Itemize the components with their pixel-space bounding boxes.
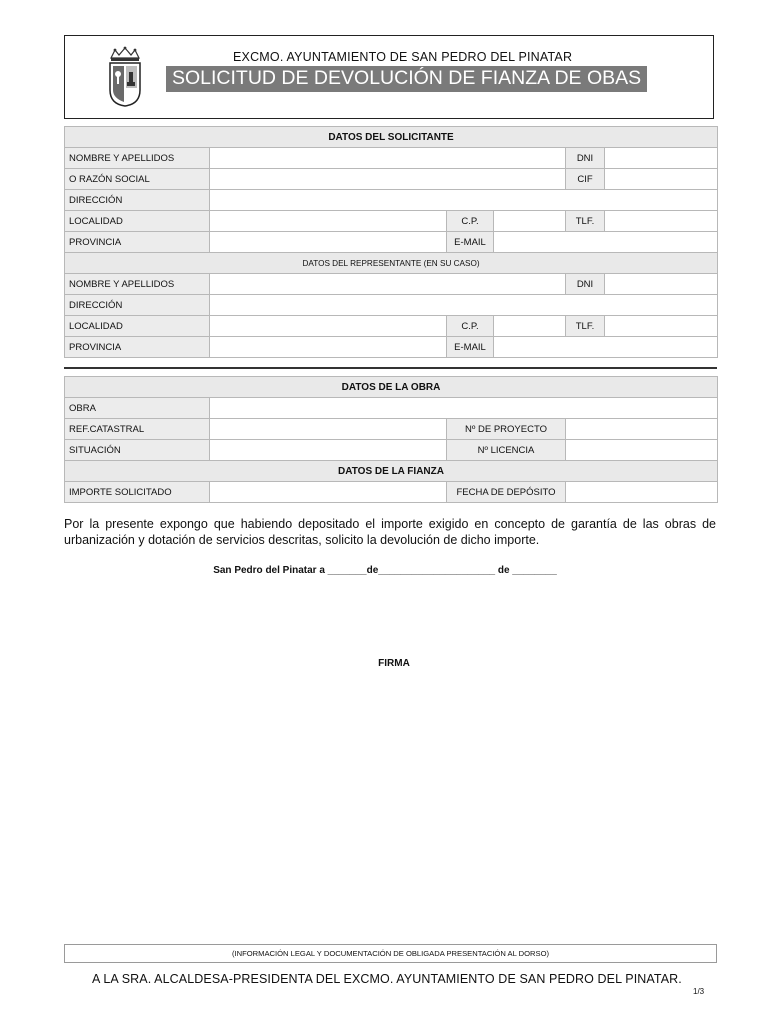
label-provincia: PROVINCIA	[65, 232, 210, 253]
field-razon-social[interactable]	[210, 169, 566, 190]
field-fecha-deposito[interactable]	[566, 482, 718, 503]
label-rep-nombre: NOMBRE Y APELLIDOS	[65, 274, 210, 295]
section-divider	[64, 367, 717, 369]
form-header	[64, 35, 714, 119]
label-cp: C.P.	[447, 211, 494, 232]
section-heading-fianza: DATOS DE LA FIANZA	[65, 461, 718, 482]
field-rep-cp[interactable]	[494, 316, 566, 337]
applicant-table	[64, 126, 718, 358]
label-num-licencia: Nº LICENCIA	[447, 440, 566, 461]
label-dni: DNI	[566, 148, 605, 169]
legal-note: (INFORMACIÓN LEGAL Y DOCUMENTACIÓN DE OBLIGADA PRESENTACIÓN AL DORSO)	[64, 944, 717, 963]
label-rep-email: E-MAIL	[447, 337, 494, 358]
label-rep-tlf: TLF.	[566, 316, 605, 337]
field-cp[interactable]	[494, 211, 566, 232]
addressee-line: A LA SRA. ALCALDESA-PRESIDENTA DEL EXCMO. AYUNTAMIENTO DE SAN PEDRO DEL PINATAR.	[92, 972, 682, 986]
label-rep-direccion: DIRECCIÓN	[65, 295, 210, 316]
label-obra: OBRA	[65, 398, 210, 419]
label-nombre: NOMBRE Y APELLIDOS	[65, 148, 210, 169]
label-razon-social: O RAZÓN SOCIAL	[65, 169, 210, 190]
label-num-proyecto: Nº DE PROYECTO	[447, 419, 566, 440]
field-provincia[interactable]	[210, 232, 447, 253]
field-ref-catastral[interactable]	[210, 419, 447, 440]
field-direccion[interactable]	[210, 190, 718, 211]
field-cif[interactable]	[605, 169, 718, 190]
field-rep-localidad[interactable]	[210, 316, 447, 337]
municipal-crest-icon	[105, 46, 145, 108]
page-number: 1/3	[693, 987, 705, 996]
label-cif: CIF	[566, 169, 605, 190]
field-localidad[interactable]	[210, 211, 447, 232]
field-email[interactable]	[494, 232, 718, 253]
field-rep-direccion[interactable]	[210, 295, 718, 316]
section-heading-obra: DATOS DE LA OBRA	[65, 377, 718, 398]
works-table	[64, 376, 718, 503]
field-situacion[interactable]	[210, 440, 447, 461]
field-rep-email[interactable]	[494, 337, 718, 358]
label-rep-cp: C.P.	[447, 316, 494, 337]
label-ref-catastral: REF.CATASTRAL	[65, 419, 210, 440]
field-num-proyecto[interactable]	[566, 419, 718, 440]
label-rep-localidad: LOCALIDAD	[65, 316, 210, 337]
label-situacion: SITUACIÓN	[65, 440, 210, 461]
field-obra[interactable]	[210, 398, 718, 419]
field-rep-tlf[interactable]	[605, 316, 718, 337]
label-tlf: TLF.	[566, 211, 605, 232]
label-importe: IMPORTE SOLICITADO	[65, 482, 210, 503]
field-importe[interactable]	[210, 482, 447, 503]
date-line: San Pedro del Pinatar a _______de_____________________ de ________	[213, 565, 557, 576]
organization-name: EXCMO. AYUNTAMIENTO DE SAN PEDRO DEL PINATAR	[233, 50, 573, 64]
form-title: SOLICITUD DE DEVOLUCIÓN DE FIANZA DE OBAS	[166, 66, 647, 92]
label-localidad: LOCALIDAD	[65, 211, 210, 232]
field-rep-nombre[interactable]	[210, 274, 566, 295]
section-heading-representante: DATOS DEL REPRESENTANTE (EN SU CASO)	[65, 253, 718, 274]
label-fecha-deposito: FECHA DE DEPÓSITO	[447, 482, 566, 503]
section-heading-solicitante: DATOS DEL SOLICITANTE	[65, 127, 718, 148]
label-email: E-MAIL	[447, 232, 494, 253]
signature-label: FIRMA	[378, 658, 410, 669]
label-direccion: DIRECCIÓN	[65, 190, 210, 211]
field-rep-provincia[interactable]	[210, 337, 447, 358]
label-rep-provincia: PROVINCIA	[65, 337, 210, 358]
label-rep-dni: DNI	[566, 274, 605, 295]
field-nombre[interactable]	[210, 148, 566, 169]
field-tlf[interactable]	[605, 211, 718, 232]
request-paragraph: Por la presente expongo que habiendo depositado el importe exigido en concepto de garantía de las obras de urbanización y dotación de servicios descritas, solicito la devolución de dicho importe.	[64, 517, 716, 547]
field-rep-dni[interactable]	[605, 274, 718, 295]
field-dni[interactable]	[605, 148, 718, 169]
field-num-licencia[interactable]	[566, 440, 718, 461]
